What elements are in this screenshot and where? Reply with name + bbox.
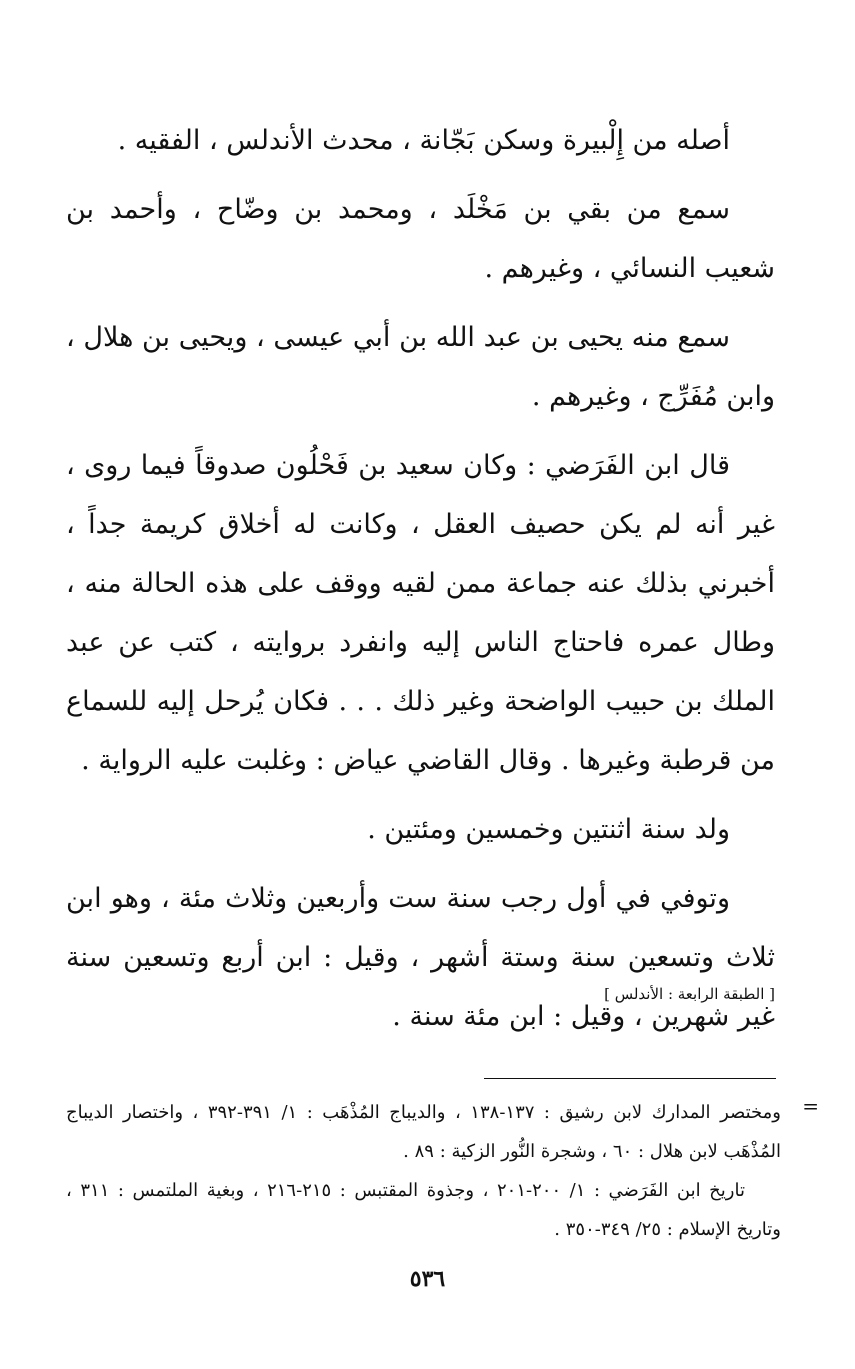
footnote-continuation-mark: = [802,1094,819,1118]
main-text [66,111,775,1046]
paragraph-birth: ولد سنة اثنتين وخمسين ومئتين . [367,814,730,845]
paragraph-ibn-alfaradi-quote: قال ابن الفَرَضي : وكان سعيد بن فَحْلُون صدوقاً فيما روى ، غير أنه لم يكن حصيف العقل ، وكانت له أخلاق كريمة جداً ، أخبرني بذلك عنه جماعة ممن لقيه ووقف على هذه الحالة منه ، وطال عمره فاحتاج الناس إليه وانفرد بروايته ، كتب عن عبد الملك بن حبيب الواضحة وغير ذلك . . . فكان يُرحل إليه للسماع من قرطبة وغيرها . وقال القاضي عياض : وغلبت عليه الرواية . [66,450,775,776]
page-number: ٥٣٦ [409,1266,446,1292]
footnote-separator [484,1078,776,1079]
footnote-continued: ومختصر المدارك لابن رشيق : ١٣٧-١٣٨ ، والديباج المُذْهَب : ١/ ٣٩١-٣٩٢ ، واختصار الديباج المُذْهَب لابن هلال : ٦٠ ، وشجرة النُّور الزكية : ٨٩ . [66,1102,781,1162]
footnotes [66,1093,781,1249]
paragraph-death: وتوفي في أول رجب سنة ست وأربعين وثلاث مئة ، وهو ابن ثلاث وتسعين سنة وستة أشهر ، وقيل : ابن أربع وتسعين سنة غير شهرين ، وقيل : ابن مئة سنة . [66,883,775,1032]
paragraph-origin: أصله من إِلْبيرة وسكن بَجّانة ، محدث الأندلس ، الفقيه . [117,125,730,156]
section-tag: [ الطبقة الرابعة : الأندلس ] [604,985,775,1003]
paragraph-teachers: سمع من بقي بن مَخْلَد ، ومحمد بن وضّاح ، وأحمد بن شعيب النسائي ، وغيرهم . [66,194,775,284]
paragraph-students: سمع منه يحيى بن عبد الله بن أبي عيسى ، ويحيى بن هلال ، وابن مُفَرِّج ، وغيرهم . [66,322,775,412]
footnote-sources: تاريخ ابن الفَرَضي : ١/ ٢٠٠-٢٠١ ، وجذوة المقتبس : ٢١٥-٢١٦ ، وبغية الملتمس : ٣١١ ، وتاريخ الإسلام : ٢٥/ ٣٤٩-٣٥٠ . [66,1180,781,1240]
